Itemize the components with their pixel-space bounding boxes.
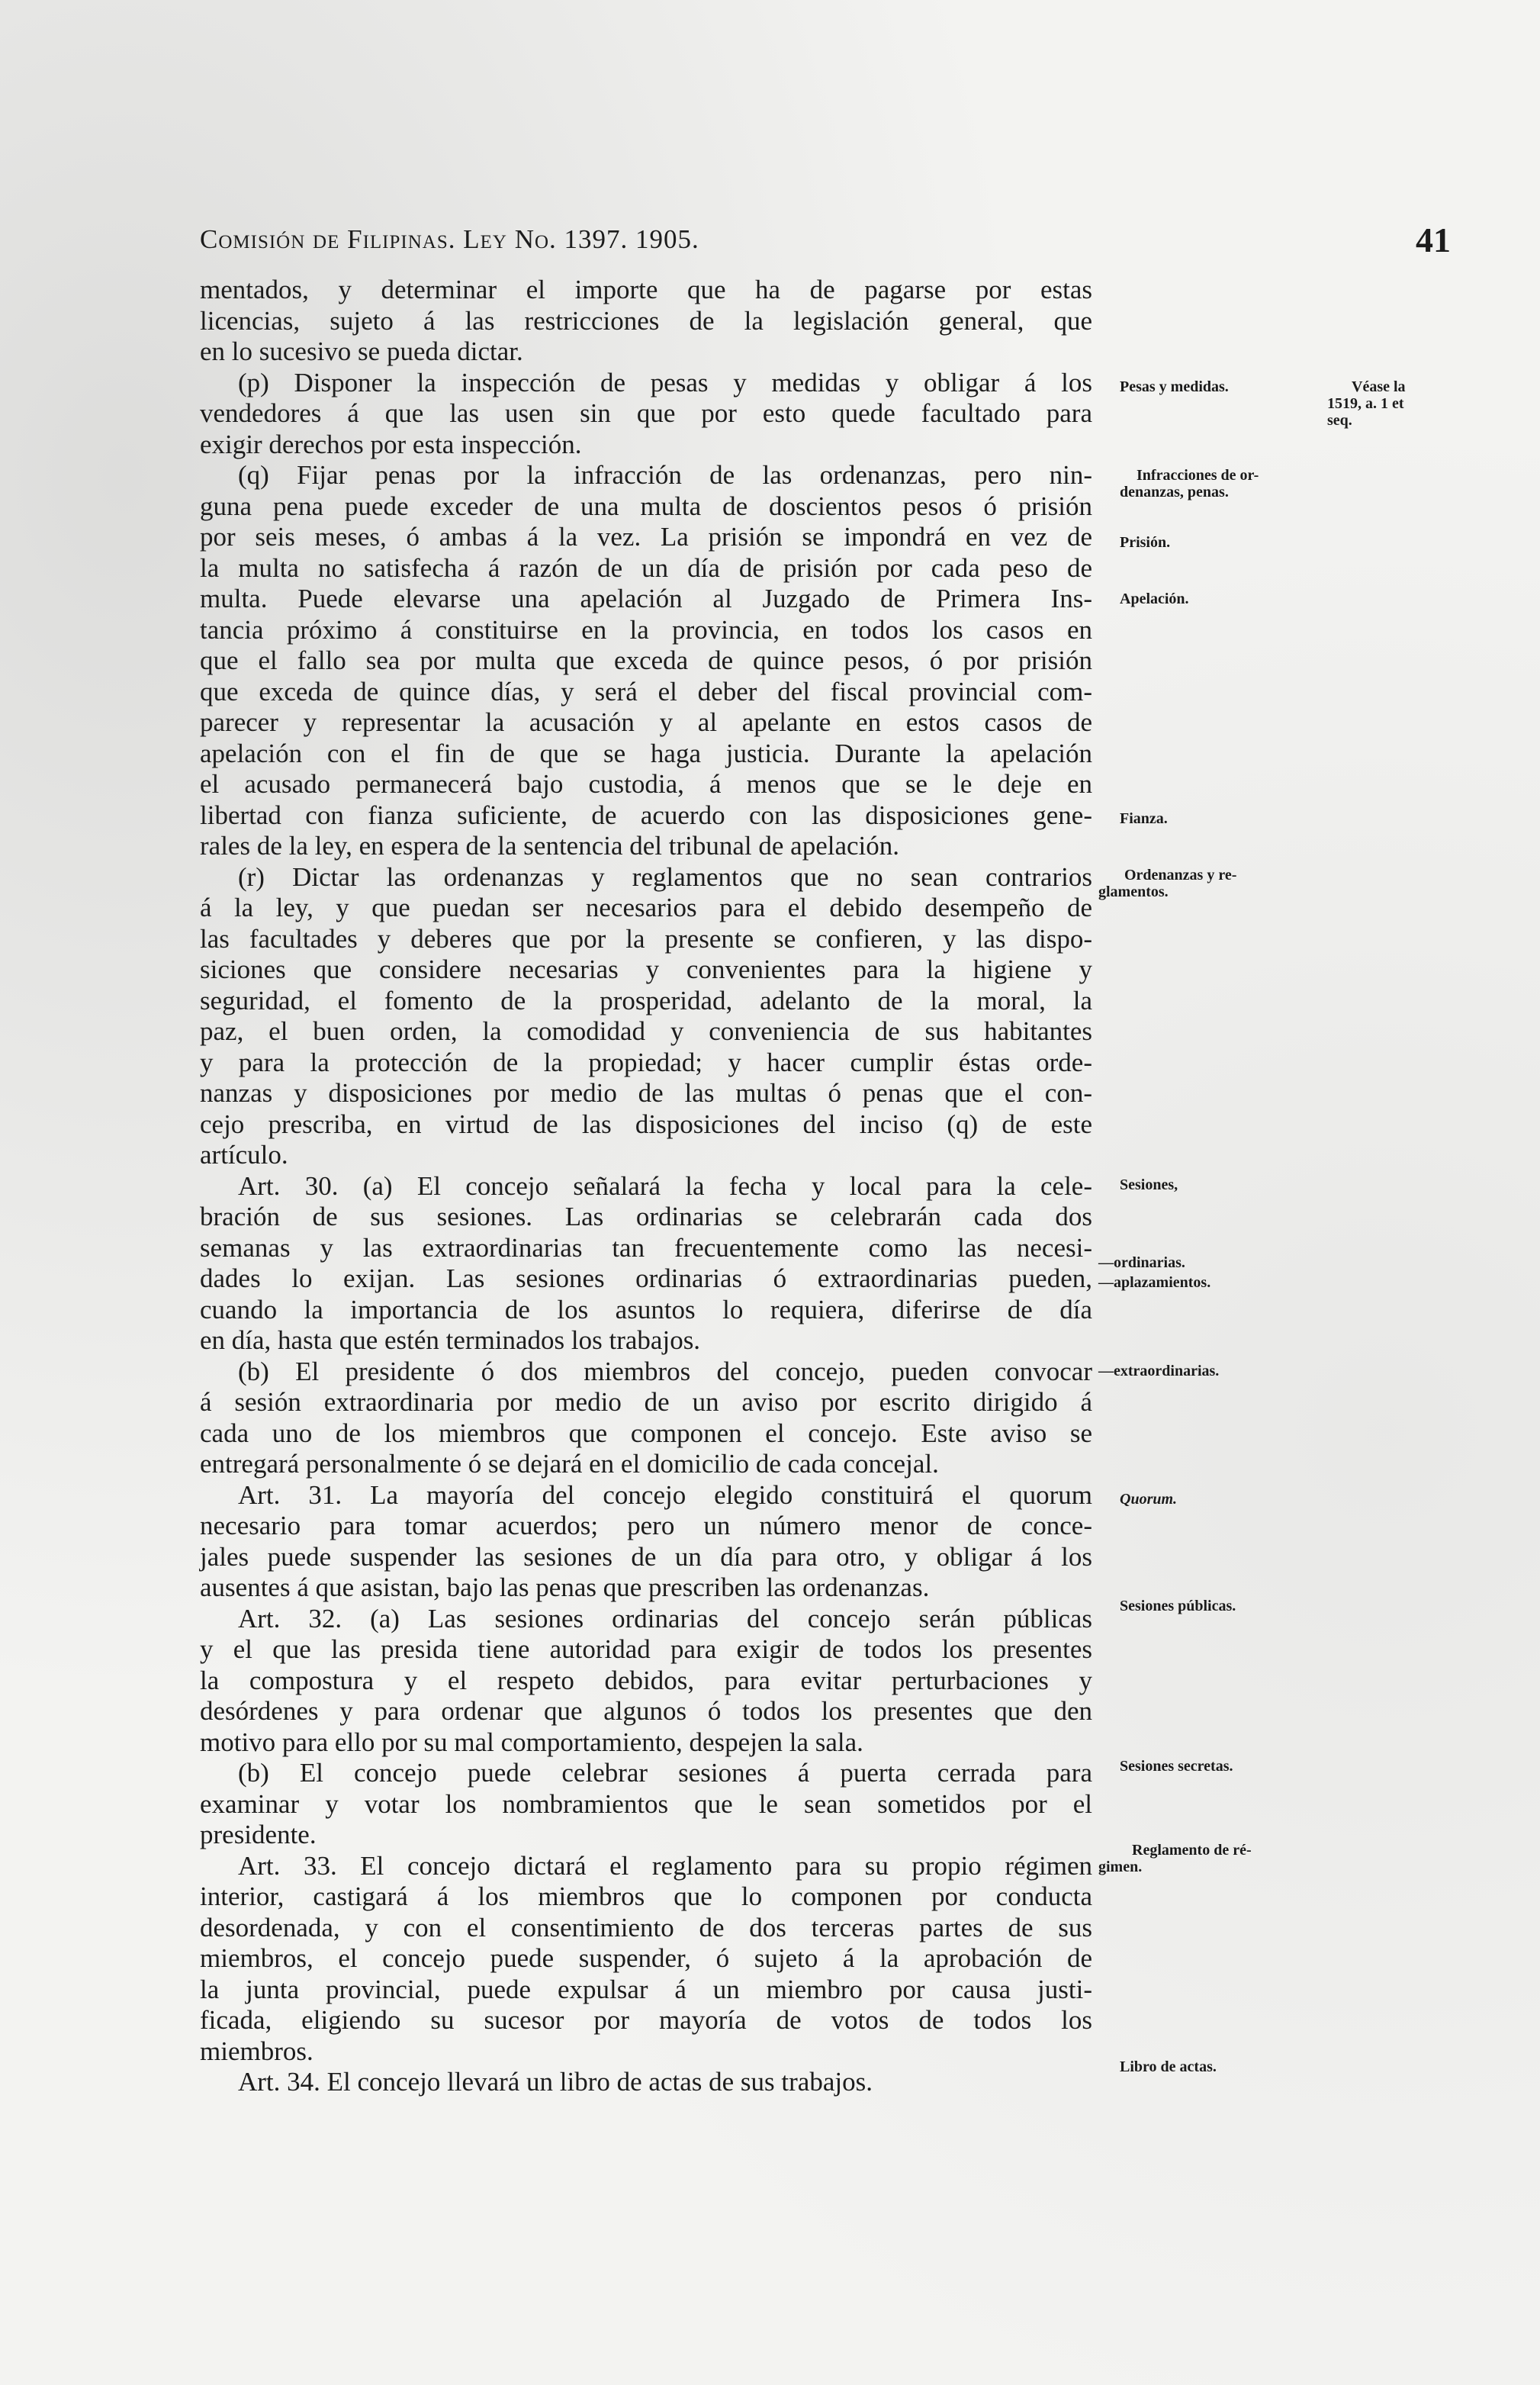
text-line: en día, hasta que estén terminados los trabajos. xyxy=(200,1325,701,1355)
margin-note-fianza: Fianza. xyxy=(1120,810,1168,827)
text-line: (q) Fijar penas por la infracción de las ordenanzas, pero nin- xyxy=(238,460,1092,490)
text-line: Art. 32. (a) Las sesiones ordinarias del concejo serán públicas xyxy=(238,1603,1092,1633)
margin-note-line: Infracciones de or- xyxy=(1137,467,1259,484)
text-line: parecer y representar la acusación y al apelante en estos casos de xyxy=(200,707,1092,737)
text-line: que el fallo sea por multa que exceda de quince pesos, ó por prisión xyxy=(200,645,1092,675)
text-line: Art. 31. La mayoría del concejo elegido constituirá el quorum xyxy=(238,1479,1092,1510)
margin-note-libro-actas: Libro de actas. xyxy=(1120,2058,1217,2075)
text-line: dades lo exijan. Las sesiones ordinarias ó extraordinarias pueden, xyxy=(200,1263,1092,1293)
text-line: que exceda de quince días, y será el deber del fiscal provincial com- xyxy=(200,676,1092,706)
text-line: exigir derechos por esta inspección. xyxy=(200,429,582,459)
text-line: (b) El concejo puede celebrar sesiones á puerta cerrada para xyxy=(238,1758,1092,1788)
margin-note-prision: Prisión. xyxy=(1120,534,1171,551)
text-line: Art. 30. (a) El concejo señalará la fecha y local para la cele- xyxy=(238,1170,1092,1201)
text-line: desordenada, y con el consentimiento de dos terceras partes de sus xyxy=(200,1912,1092,1942)
text-line: vendedores á que las usen sin que por esto quede facultado para xyxy=(200,398,1092,428)
margin-note-aplazamientos: —aplazamientos. xyxy=(1098,1274,1211,1291)
margin-note-sesiones-secretas: Sesiones secretas. xyxy=(1120,1758,1233,1775)
margin-reference-line: seq. xyxy=(1327,412,1352,429)
text-line: el acusado permanecerá bajo custodia, á menos que se le deje en xyxy=(200,769,1092,799)
margin-note-line: Reglamento de ré- xyxy=(1132,1842,1252,1859)
text-line: á la ley, y que puedan ser necesarios para el debido desempeño de xyxy=(200,893,1092,922)
text-line: libertad con fianza suficiente, de acuerdo con las disposiciones gene- xyxy=(200,800,1092,830)
margin-note-line: denanzas, penas. xyxy=(1120,484,1229,500)
text-line: bración de sus sesiones. Las ordinarias se celebrarán cada dos xyxy=(200,1202,1092,1231)
text-line: guna pena puede exceder de una multa de doscientos pesos ó prisión xyxy=(200,491,1092,521)
text-line: motivo para ello por su mal comportamiento, despejen la sala. xyxy=(200,1727,863,1757)
text-line: seguridad, el fomento de la prosperidad, adelanto de la moral, la xyxy=(200,985,1092,1015)
text-line: entregará personalmente ó se dejará en el domicilio de cada concejal. xyxy=(200,1449,939,1479)
text-line: apelación con el fin de que se haga justicia. Durante la apelación xyxy=(200,738,1092,768)
text-line: las facultades y deberes que por la presente se confieren, y las dispo- xyxy=(200,923,1092,954)
text-line: (r) Dictar las ordenanzas y reglamentos que no sean contrarios xyxy=(238,861,1092,892)
text-line: (b) El presidente ó dos miembros del concejo, pueden convocar xyxy=(238,1356,1092,1386)
text-line: Art. 34. El concejo llevará un libro de actas de sus trabajos. xyxy=(238,2067,873,2097)
margin-note-apelacion: Apelación. xyxy=(1120,591,1189,607)
margin-reference-line: Véase la xyxy=(1352,378,1406,395)
body-text xyxy=(200,275,1092,2098)
margin-note-ordinarias: —ordinarias. xyxy=(1098,1254,1185,1271)
text-line: semanas y las extraordinarias tan frecuentemente como las necesi- xyxy=(200,1232,1092,1263)
page-number: 41 xyxy=(1416,220,1451,259)
text-line: cejo prescriba, en virtud de las disposiciones del inciso (q) de este xyxy=(200,1109,1092,1139)
margin-reference-line: 1519, a. 1 et xyxy=(1327,395,1404,412)
text-line: paz, el buen orden, la comodidad y conveniencia de sus habitantes xyxy=(200,1016,1092,1046)
text-line: necesario para tomar acuerdos; pero un número menor de conce- xyxy=(200,1511,1092,1540)
margin-note-sesiones-publicas: Sesiones públicas. xyxy=(1120,1598,1236,1614)
margin-note-extraordinarias: —extraordinarias. xyxy=(1098,1363,1220,1379)
text-line: miembros. xyxy=(200,2036,313,2066)
text-line: Art. 33. El concejo dictará el reglamento para su propio régimen xyxy=(238,1850,1092,1881)
running-head: Comisión de Filipinas. Ley No. 1397. 1905. xyxy=(200,224,699,254)
text-line: cuando la importancia de los asuntos lo requiera, diferirse de día xyxy=(200,1294,1092,1324)
text-line: la multa no satisfecha á razón de un día de prisión por cada peso de xyxy=(200,552,1092,583)
text-line: en lo sucesivo se pueda dictar. xyxy=(200,336,523,366)
text-line: examinar y votar los nombramientos que le sean sometidos por el xyxy=(200,1788,1092,1819)
text-line: y el que las presida tiene autoridad para exigir de todos los presentes xyxy=(200,1634,1092,1664)
text-line: interior, castigará á los miembros que lo componen por conducta xyxy=(200,1881,1092,1911)
text-line: (p) Disponer la inspección de pesas y medidas y obligar á los xyxy=(238,367,1092,398)
text-line: nanzas y disposiciones por medio de las multas ó penas que el con- xyxy=(200,1078,1092,1108)
text-line: multa. Puede elevarse una apelación al Juzgado de Primera Ins- xyxy=(200,584,1092,613)
text-line: tancia próximo á constituirse en la provincia, en todos los casos en xyxy=(200,614,1092,645)
text-line: y para la protección de la propiedad; y hacer cumplir éstas orde- xyxy=(200,1047,1092,1077)
margin-note-line: Ordenanzas y re- xyxy=(1124,867,1237,884)
text-line: licencias, sujeto á las restricciones de la legislación general, que xyxy=(200,305,1092,336)
text-line: desórdenes y para ordenar que algunos ó todos los presentes que den xyxy=(200,1696,1092,1726)
text-line: miembros, el concejo puede suspender, ó sujeto á la aprobación de xyxy=(200,1943,1092,1973)
margin-note-line: glamentos. xyxy=(1098,884,1169,900)
text-line: artículo. xyxy=(200,1140,288,1170)
margin-note-pesas-medidas: Pesas y medidas. xyxy=(1120,378,1229,395)
text-line: la junta provincial, puede expulsar á un miembro por causa justi- xyxy=(200,1974,1092,2004)
page-header xyxy=(200,220,1451,266)
text-line: á sesión extraordinaria por medio de un aviso por escrito dirigido á xyxy=(200,1387,1092,1417)
margin-note-sesiones: Sesiones, xyxy=(1120,1176,1178,1193)
text-line: rales de la ley, en espera de la sentencia del tribunal de apelación. xyxy=(200,831,900,861)
margin-note-quorum: Quorum. xyxy=(1120,1491,1178,1508)
text-line: siciones que considere necesarias y convenientes para la higiene y xyxy=(200,954,1092,984)
margin-note-infracciones xyxy=(1120,467,1259,500)
margin-reference xyxy=(1327,378,1453,429)
text-line: cada uno de los miembros que componen el concejo. Este aviso se xyxy=(200,1418,1092,1448)
text-line: por seis meses, ó ambas á la vez. La prisión se impondrá en vez de xyxy=(200,522,1092,552)
text-line: ficada, eligiendo su sucesor por mayoría de votos de todos los xyxy=(200,2005,1092,2035)
margin-note-ordenanzas xyxy=(1098,867,1236,900)
margin-note-line: gimen. xyxy=(1098,1859,1143,1875)
text-line: mentados, y determinar el importe que ha de pagarse por estas xyxy=(200,275,1092,304)
text-line: ausentes á que asistan, bajo las penas que prescriben las ordenanzas. xyxy=(200,1572,930,1602)
text-line: presidente. xyxy=(200,1820,317,1849)
margin-note-reglamento xyxy=(1098,1842,1252,1875)
text-line: jales puede suspender las sesiones de un día para otro, y obligar á los xyxy=(200,1541,1092,1572)
text-line: la compostura y el respeto debidos, para evitar perturbaciones y xyxy=(200,1665,1092,1695)
